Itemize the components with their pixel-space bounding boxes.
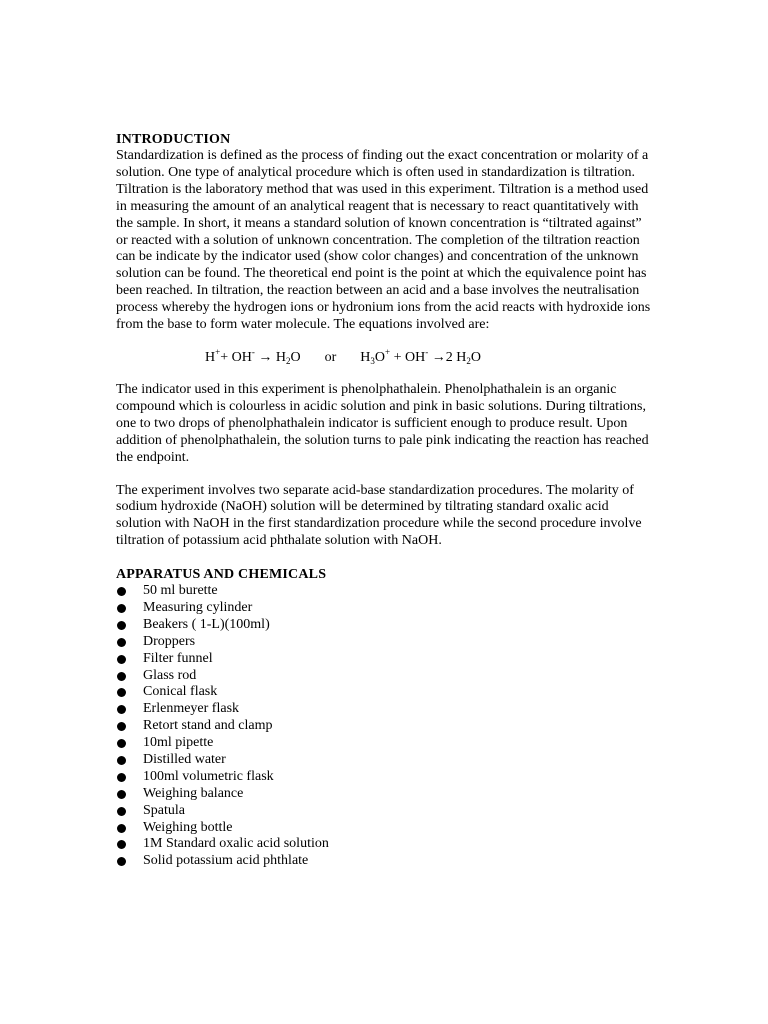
bullet-icon <box>117 672 126 681</box>
eq-or: or <box>324 349 337 365</box>
eq-sub-3: 3 <box>370 355 375 366</box>
intro-paragraph-1: Standardization is defined as the process of finding out the exact concentration or molarity of a solution. One type of analytical procedure which is often used in standardization is tiltration. Tiltration is the laboratory method that was used in this experiment. Tiltration is a method used in measuring the amount of an analytical reagent that is necessary to react quantitatively with the sample. In short, it means a standard solution of known concentration is “tiltrated against” or reacted with a solution of unknown concentration. The completion of the tiltration reaction can be indicate by the indicator used (show color changes) and concentration of the unknown solution can be found. The theoretical end point is the point at which the equivalence point has been reached. In tiltration, the reaction between an acid and a base involves the neutralisation process whereby the hydrogen ions or hydronium ions from the acid reacts with hydroxide ions from the base to form water molecule. The equations involved are: <box>116 148 651 333</box>
bullet-icon <box>117 807 126 816</box>
bullet-icon <box>117 621 126 630</box>
list-item: Glass rod <box>116 668 656 685</box>
intro-paragraph-3: The experiment involves two separate acid-base standardization procedures. The molarity of sodium hydroxide (NaOH) solution will be determined by tiltrating standard oxalic acid solution with NaOH in the first standardization procedure while the second procedure involve tiltration of potassium acid phthalate solution with NaOH. <box>116 482 642 549</box>
bullet-icon <box>117 604 126 613</box>
bullet-icon <box>117 790 126 799</box>
list-item: Erlenmeyer flask <box>116 701 656 718</box>
list-item: Weighing bottle <box>116 820 656 837</box>
bullet-icon <box>117 857 126 866</box>
eq-h3o-h: H <box>360 349 371 365</box>
list-item: 1M Standard oxalic acid solution <box>116 836 656 853</box>
bullet-icon <box>117 638 126 647</box>
list-item: 100ml volumetric flask <box>116 769 656 786</box>
list-item: Conical flask <box>116 684 656 701</box>
bullet-icon <box>117 722 126 731</box>
bullet-icon <box>117 840 126 849</box>
list-item: Filter funnel <box>116 651 656 668</box>
apparatus-heading: APPARATUS AND CHEMICALS <box>116 567 327 583</box>
bullet-icon <box>117 824 126 833</box>
eq-arrow-2h: →2 H <box>428 349 467 365</box>
bullet-icon <box>117 756 126 765</box>
apparatus-list <box>116 583 656 870</box>
reaction-equations <box>205 346 656 366</box>
list-item: 50 ml burette <box>116 583 656 600</box>
list-item: Distilled water <box>116 752 656 769</box>
eq-o1: O <box>290 349 301 365</box>
eq-sub-2a: 2 <box>285 355 291 366</box>
eq-plus-oh-2: + OH <box>390 349 426 365</box>
bullet-icon <box>117 705 126 714</box>
list-item: 10ml pipette <box>116 735 656 752</box>
eq-h-charge: + <box>215 346 221 357</box>
document-content <box>116 131 656 870</box>
list-item: Measuring cylinder <box>116 600 656 617</box>
eq-o2: O <box>470 349 481 365</box>
list-item: Retort stand and clamp <box>116 718 656 735</box>
intro-paragraph-2: The indicator used in this experiment is phenolphathalein. Phenolphathalein is an organic compound which is colourless in acidic solution and pink in basic solutions. During tiltrations, one to two drops of phenolphathalein indicator is sufficient enough to produce result. Upon addition of phenolphathalein, the solution turns to pale pink indicating the reaction has reached the endpoint. <box>116 381 649 465</box>
eq-h3o-charge: + <box>385 346 391 357</box>
eq-plus-oh: + OH <box>220 349 252 365</box>
eq-h: H <box>205 349 216 365</box>
bullet-icon <box>117 688 126 697</box>
eq-h3o-o: O <box>374 349 385 365</box>
introduction-heading: INTRODUCTION <box>116 132 231 147</box>
eq-arrow-h: → H <box>254 349 286 365</box>
list-item: Beakers ( 1-L)(100ml) <box>116 617 656 634</box>
eq-oh2-charge: - <box>425 346 429 357</box>
list-item: Spatula <box>116 803 656 820</box>
bullet-icon <box>117 655 126 664</box>
list-item: Weighing balance <box>116 786 656 803</box>
bullet-icon <box>117 587 126 596</box>
list-item: Solid potassium acid phthlate <box>116 853 656 870</box>
bullet-icon <box>117 739 126 748</box>
eq-sub-2b: 2 <box>466 355 471 366</box>
eq-oh-charge: - <box>251 346 255 357</box>
list-item: Droppers <box>116 634 656 651</box>
bullet-icon <box>117 773 126 782</box>
